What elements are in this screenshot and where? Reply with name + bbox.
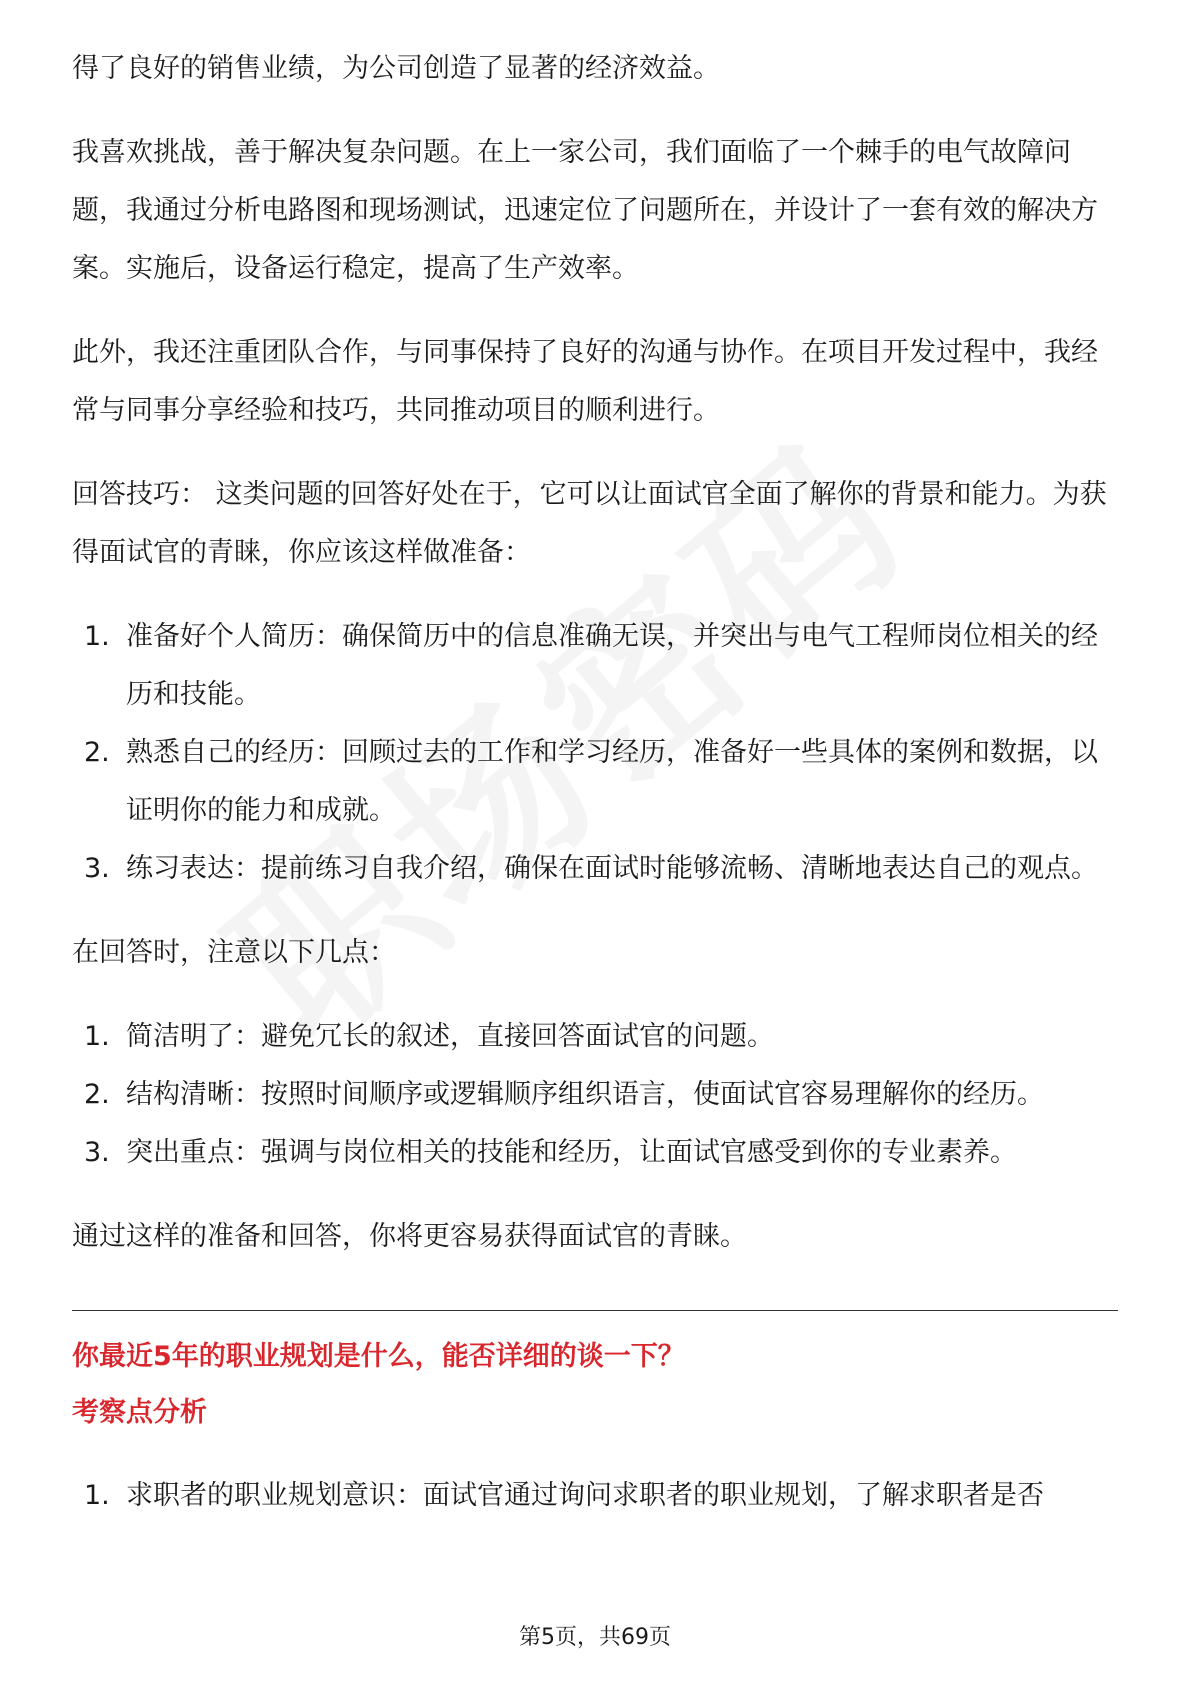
list-item [72,724,1118,840]
list-item-text: 求职者的职业规划意识：面试官通过询问求职者的职业规划，了解求职者是否 [126,1480,1044,1511]
list-number: 2. [84,1079,110,1110]
list-item-text: 练习表达：提前练习自我介绍，确保在面试时能够流畅、清晰地表达自己的观点。 [126,853,1098,884]
list-number: 2. [84,737,110,768]
list-number: 3. [84,1137,110,1168]
list-item [72,1066,1118,1124]
paragraph: 在回答时，注意以下几点： [72,937,396,968]
list-item [72,1008,1118,1066]
list-number: 1. [84,1021,110,1052]
list-item-text: 结构清晰：按照时间顺序或逻辑顺序组织语言，使面试官容易理解你的经历。 [126,1079,1044,1110]
list-item-text: 突出重点：强调与岗位相关的技能和经历，让面试官感受到你的专业素养。 [126,1137,1017,1168]
list-item [72,1124,1118,1182]
paragraph: 得了良好的销售业绩，为公司创造了显著的经济效益。 [72,53,720,84]
list-item-text: 准备好个人简历：确保简历中的信息准确无误，并突出与电气工程师岗位相关的经历和技能。 [126,621,1098,710]
list-number: 1. [84,1480,110,1511]
question-title: 你最近5年的职业规划是什么，能否详细的谈一下？ [72,1341,685,1372]
page-content [72,40,1118,1525]
section-divider [72,1310,1118,1311]
list-number: 3. [84,853,110,884]
list-item [72,1467,1118,1525]
page-number: 第5页，共69页 [519,1625,671,1650]
attention-list [72,1008,1118,1182]
analysis-list [72,1467,1118,1525]
list-item [72,840,1118,898]
paragraph: 我喜欢挑战，善于解决复杂问题。在上一家公司，我们面临了一个棘手的电气故障问题，我通过分析电路图和现场测试，迅速定位了问题所在，并设计了一套有效的解决方案。实施后，设备运行稳定，提高了生产效率。 [72,137,1098,284]
analysis-heading: 考察点分析 [72,1397,207,1428]
list-number: 1. [84,621,110,652]
preparation-list [72,608,1118,898]
list-item-text: 简洁明了：避免冗长的叙述，直接回答面试官的问题。 [126,1021,774,1052]
tips-paragraph: 回答技巧： 这类问题的回答好处在于，它可以让面试官全面了解你的背景和能力。为获得面试官的青睐，你应该这样做准备： [72,479,1107,568]
list-item-text: 熟悉自己的经历：回顾过去的工作和学习经历，准备好一些具体的案例和数据，以证明你的能力和成就。 [126,737,1098,826]
paragraph: 此外，我还注重团队合作，与同事保持了良好的沟通与协作。在项目开发过程中，我经常与同事分享经验和技巧，共同推动项目的顺利进行。 [72,337,1098,426]
list-item [72,608,1118,724]
paragraph: 通过这样的准备和回答，你将更容易获得面试官的青睐。 [72,1221,747,1252]
